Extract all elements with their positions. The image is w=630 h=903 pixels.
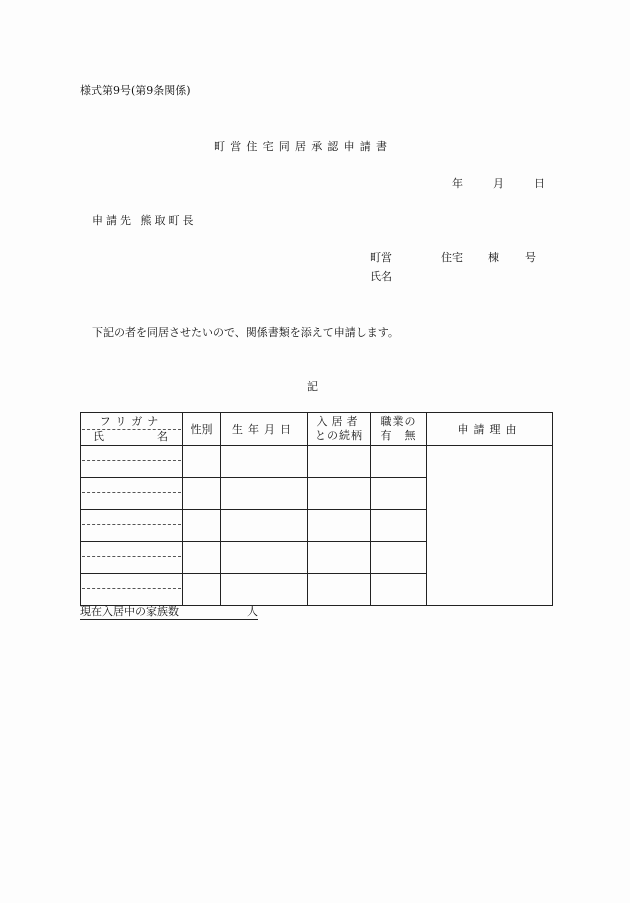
gender-cell[interactable] [183, 446, 221, 478]
occupation-cell[interactable] [371, 478, 427, 510]
name-header [81, 413, 183, 446]
table-row [81, 446, 553, 478]
furigana-header: フリガナ [99, 414, 164, 428]
birthdate-cell[interactable] [221, 542, 308, 574]
relation-header [308, 413, 371, 446]
cohabitant-table [80, 412, 553, 606]
occupation-header-line1: 職業の [380, 415, 417, 428]
gender-cell[interactable] [183, 574, 221, 606]
surname-header: 氏 [93, 429, 104, 443]
table-header-row [81, 413, 553, 446]
birthdate-cell[interactable] [221, 510, 308, 542]
year-label: 年 [452, 177, 463, 190]
gender-cell[interactable] [183, 510, 221, 542]
relation-header-line1: 入居者 [316, 415, 362, 428]
name-cell[interactable] [81, 542, 183, 574]
number-label: 号 [525, 251, 536, 264]
birthdate-cell[interactable] [221, 446, 308, 478]
name-cell[interactable] [81, 446, 183, 478]
housing-prefix-label: 町営 [370, 251, 392, 264]
day-label: 日 [534, 177, 545, 190]
reason-header: 申請理由 [427, 413, 553, 446]
occupation-header-line2: 有 無 [380, 429, 417, 442]
relation-cell[interactable] [308, 574, 371, 606]
request-text: 下記の者を同居させたいので、関係書類を添えて申請します。 [92, 326, 399, 339]
relation-cell[interactable] [308, 446, 371, 478]
family-count-line [80, 605, 258, 620]
given-name-header: 名 [157, 429, 168, 443]
gender-header: 性別 [183, 413, 221, 446]
month-label: 月 [493, 177, 504, 190]
relation-header-line2: との続柄 [315, 429, 363, 442]
family-count-unit: 人 [247, 605, 258, 618]
name-cell[interactable] [81, 574, 183, 606]
name-cell[interactable] [81, 478, 183, 510]
gender-cell[interactable] [183, 478, 221, 510]
occupation-cell[interactable] [371, 510, 427, 542]
occupation-header [371, 413, 427, 446]
relation-cell[interactable] [308, 510, 371, 542]
date-line [452, 175, 545, 191]
occupation-cell[interactable] [371, 542, 427, 574]
housing-mid-label: 住宅 [441, 251, 463, 264]
family-count-label: 現在入居中の家族数 [80, 605, 179, 618]
relation-cell[interactable] [308, 478, 371, 510]
birthdate-cell[interactable] [221, 574, 308, 606]
birthdate-header: 生年月日 [221, 413, 308, 446]
document-title: 町営住宅同居承認申請書 [214, 140, 393, 153]
reason-cell[interactable] [427, 446, 553, 606]
ki-label: 記 [307, 380, 318, 393]
name-cell[interactable] [81, 510, 183, 542]
addressee: 申請先 熊取町長 [92, 214, 197, 227]
building-label: 棟 [488, 251, 499, 264]
relation-cell[interactable] [308, 542, 371, 574]
applicant-name-label: 氏名 [370, 270, 392, 283]
occupation-cell[interactable] [371, 574, 427, 606]
occupation-cell[interactable] [371, 446, 427, 478]
form-number-label: 様式第9号(第9条関係) [80, 84, 191, 97]
birthdate-cell[interactable] [221, 478, 308, 510]
gender-cell[interactable] [183, 542, 221, 574]
